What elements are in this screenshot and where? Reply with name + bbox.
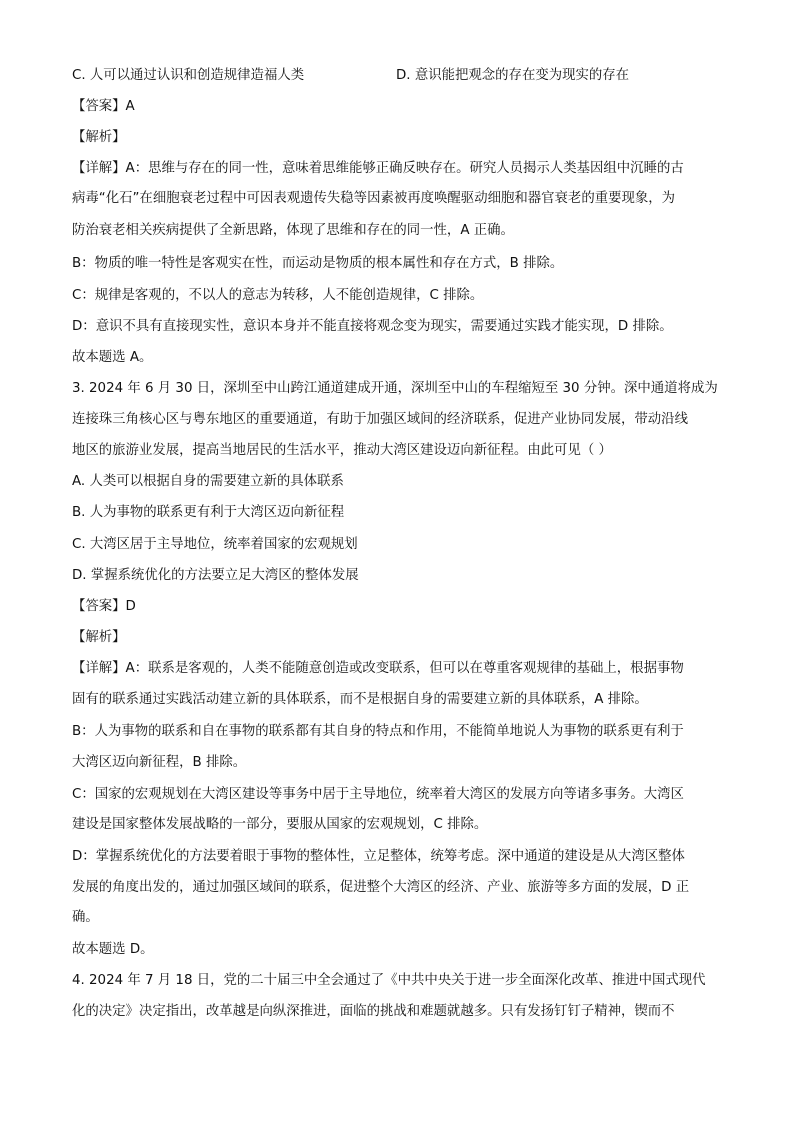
q2-analysis-label: 【解析】 (72, 130, 126, 145)
q2-explanation-line: C：规律是客观的，不以人的意志为转移，人不能创造规律，C 排除。 (72, 288, 484, 303)
q3-option-a: A. 人类可以根据自身的需要建立新的具体联系 (72, 474, 344, 489)
q3-analysis-label: 【解析】 (72, 630, 126, 645)
q3-explanation-line: D：掌握系统优化的方法要着眼于事物的整体性，立足整体，统筹考虑。深中通道的建设是从大湾区整体 (72, 849, 685, 864)
q3-stem-line: 3. 2024 年 6 月 30 日，深圳至中山跨江通道建成开通，深圳至中山的车程缩短至 30 分钟。深中通道将成为 (72, 381, 718, 396)
q3-explanation-line: 大湾区迈向新征程，B 排除。 (72, 755, 247, 770)
q3-explanation-line: B：人为事物的联系和自在事物的联系都有其自身的特点和作用，不能简单地说人为事物的联系更有利于 (72, 724, 684, 739)
q2-explanation-line: 【详解】A：思维与存在的同一性，意味着思维能够正确反映存在。研究人员揭示人类基因组中沉睡的古 (72, 161, 684, 176)
q3-answer: 【答案】D (72, 599, 136, 614)
q3-option-b: B. 人为事物的联系更有利于大湾区迈向新征程 (72, 505, 345, 520)
q2-option-c: C. 人可以通过认识和创造规律造福人类 (72, 68, 305, 83)
q2-answer: 【答案】A (72, 99, 135, 114)
q3-explanation-line: 发展的角度出发的，通过加强区域间的联系，促进整个大湾区的经济、产业、旅游等多方面的发展，D 正 (72, 880, 690, 895)
q3-stem-line: 地区的旅游业发展，提高当地居民的生活水平，推动大湾区建设迈向新征程。由此可见（ ） (72, 443, 612, 458)
q3-explanation-line: 建设是国家整体发展战略的一部分，要服从国家的宏观规划，C 排除。 (72, 817, 488, 832)
q2-explanation-line: 防治衰老相关疾病提供了全新思路，体现了思维和存在的同一性，A 正确。 (72, 223, 514, 238)
q3-conclusion: 故本题选 D。 (72, 942, 154, 957)
q2-explanation-line: 病毒“化石”在细胞衰老过程中可因表观遗传失稳等因素被再度唤醒驱动细胞和器官衰老的重要现象，为 (72, 191, 676, 206)
q3-option-d: D. 掌握系统优化的方法要立足大湾区的整体发展 (72, 568, 359, 583)
q2-options-row (72, 66, 720, 86)
q2-explanation-line: D：意识不具有直接现实性，意识本身并不能直接将观念变为现实，需要通过实践才能实现，D 排除。 (72, 319, 673, 334)
q4-stem-line: 4. 2024 年 7 月 18 日，党的二十届三中全会通过了《中共中央关于进一步全面深化改革、推进中国式现代 (72, 973, 706, 988)
q4-stem-line: 化的决定》决定指出，改革越是向纵深推进，面临的挑战和难题就越多。只有发扬钉钉子精神，锲而不 (72, 1004, 675, 1019)
q3-explanation-line: 固有的联系通过实践活动建立新的具体联系，而不是根据自身的需要建立新的具体联系，A 排除。 (72, 692, 648, 707)
q3-option-c: C. 大湾区居于主导地位，统率着国家的宏观规划 (72, 537, 358, 552)
q2-conclusion: 故本题选 A。 (72, 350, 153, 365)
q3-stem-line: 连接珠三角核心区与粤东地区的重要通道，有助于加强区域间的经济联系，促进产业协同发展，带动沿线 (72, 412, 688, 427)
q3-explanation-line: 【详解】A：联系是客观的，人类不能随意创造或改变联系，但可以在尊重客观规律的基础上，根据事物 (72, 661, 684, 676)
q3-explanation-line: C：国家的宏观规划在大湾区建设等事务中居于主导地位，统率着大湾区的发展方向等诸多事务。大湾区 (72, 787, 684, 802)
q2-explanation-line: B：物质的唯一特性是客观实在性，而运动是物质的根本属性和存在方式，B 排除。 (72, 256, 564, 271)
q3-explanation-line: 确。 (72, 910, 99, 925)
q2-option-d: D. 意识能把观念的存在变为现实的存在 (396, 68, 630, 83)
